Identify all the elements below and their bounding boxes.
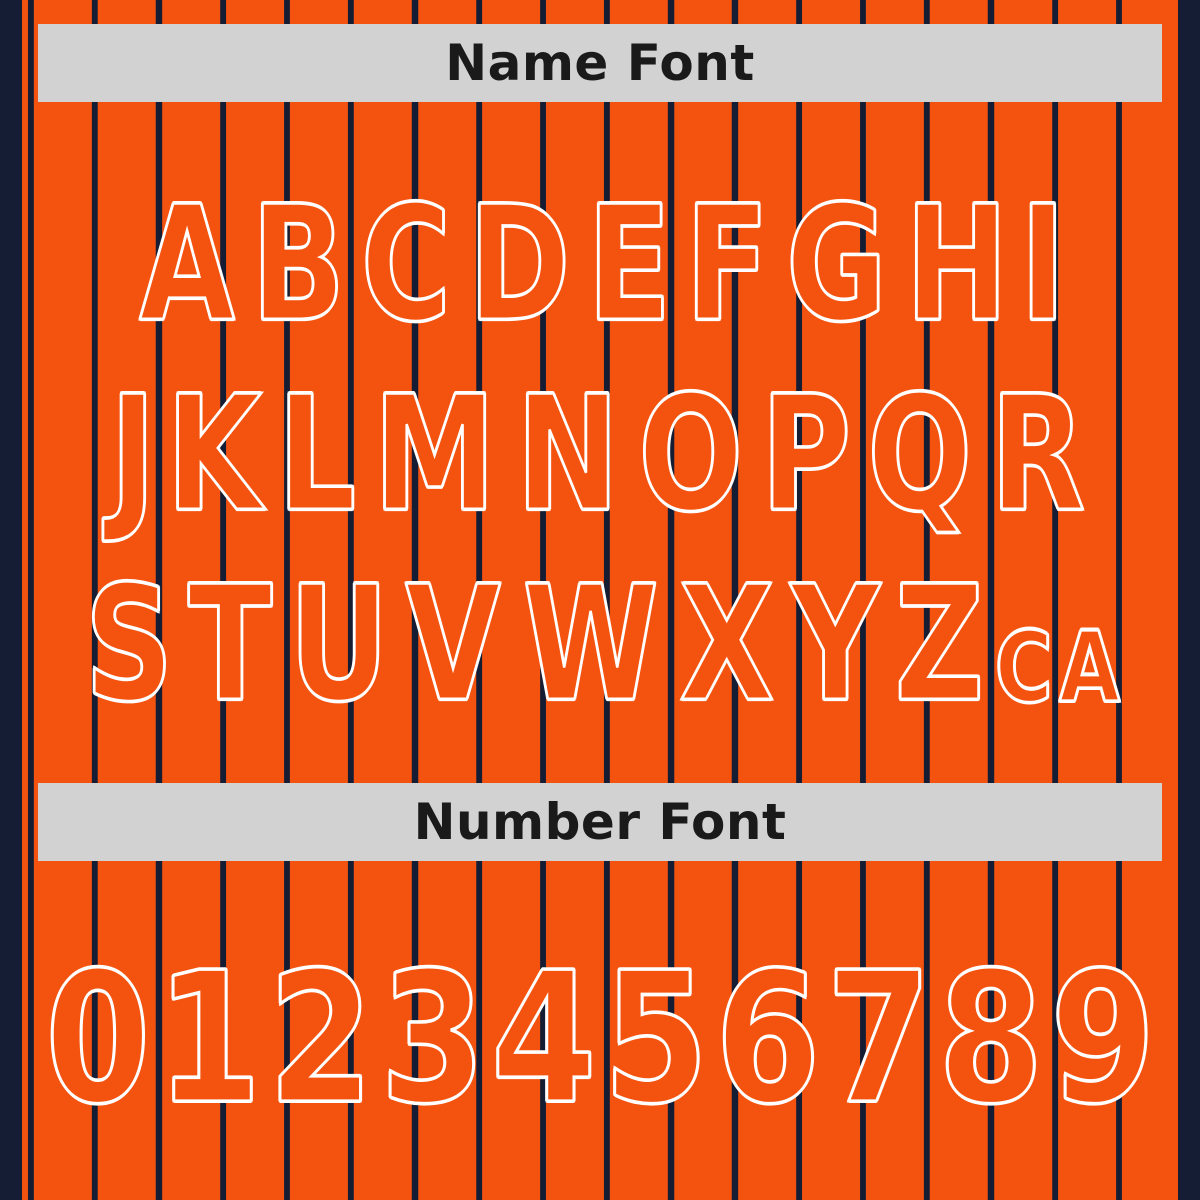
glyph-letter: L: [277, 362, 356, 548]
glyph-digit: 8: [938, 932, 1044, 1144]
glyph-letter: F: [685, 172, 770, 358]
glyph-letter: X: [679, 552, 775, 738]
number-font-glyph-block: [0, 925, 1200, 1144]
letter-row-2: [0, 340, 1200, 548]
glyph-digit: 2: [268, 932, 374, 1144]
glyph-letter: Y: [790, 552, 880, 738]
name-font-label-bar: [38, 24, 1162, 102]
glyph-letter: S: [84, 552, 174, 738]
glyph-letter: N: [516, 362, 620, 548]
glyph-digit: 1: [156, 932, 262, 1144]
glyph-letter: B: [251, 172, 345, 358]
glyph-letter-small: C: [995, 610, 1053, 725]
number-font-label: Number Font: [413, 793, 787, 851]
glyph-letter: O: [638, 362, 744, 548]
glyph-letter: U: [288, 552, 389, 738]
glyph-letter: H: [905, 172, 1009, 358]
glyph-letter: A: [139, 172, 235, 358]
glyph-letter-small: A: [1058, 610, 1120, 725]
name-font-label: Name Font: [445, 34, 755, 92]
glyph-letter: M: [373, 362, 497, 548]
number-font-label-bar: [38, 783, 1162, 861]
glyph-letter: G: [785, 172, 887, 358]
glyph-letter: Q: [867, 362, 973, 548]
glyph-letter: C: [361, 172, 452, 358]
glyph-letter: J: [109, 362, 156, 548]
glyph-digit: 3: [379, 932, 486, 1144]
glyph-letter: V: [405, 552, 502, 738]
glyph-letter: I: [1020, 172, 1067, 358]
letter-row-3: [0, 530, 1200, 738]
glyph-digit: 4: [491, 932, 597, 1144]
number-row-1: [0, 925, 1200, 1144]
glyph-letter: D: [468, 172, 571, 358]
glyph-digit: 7: [826, 932, 932, 1144]
glyph-letter: W: [522, 552, 659, 738]
glyph-letter: K: [166, 362, 263, 548]
letter-row-1: [0, 150, 1200, 358]
glyph-digit: 0: [44, 932, 151, 1144]
glyph-digit: 9: [1049, 932, 1156, 1144]
glyph-letter: T: [188, 552, 273, 738]
glyph-letter: Z: [895, 552, 985, 738]
name-font-glyph-block: [0, 150, 1200, 738]
glyph-digit: 5: [603, 932, 709, 1144]
glyph-letter: P: [760, 362, 851, 548]
glyph-letter: R: [990, 362, 1086, 548]
glyph-letter: E: [587, 172, 672, 358]
glyph-digit: 6: [714, 932, 821, 1144]
